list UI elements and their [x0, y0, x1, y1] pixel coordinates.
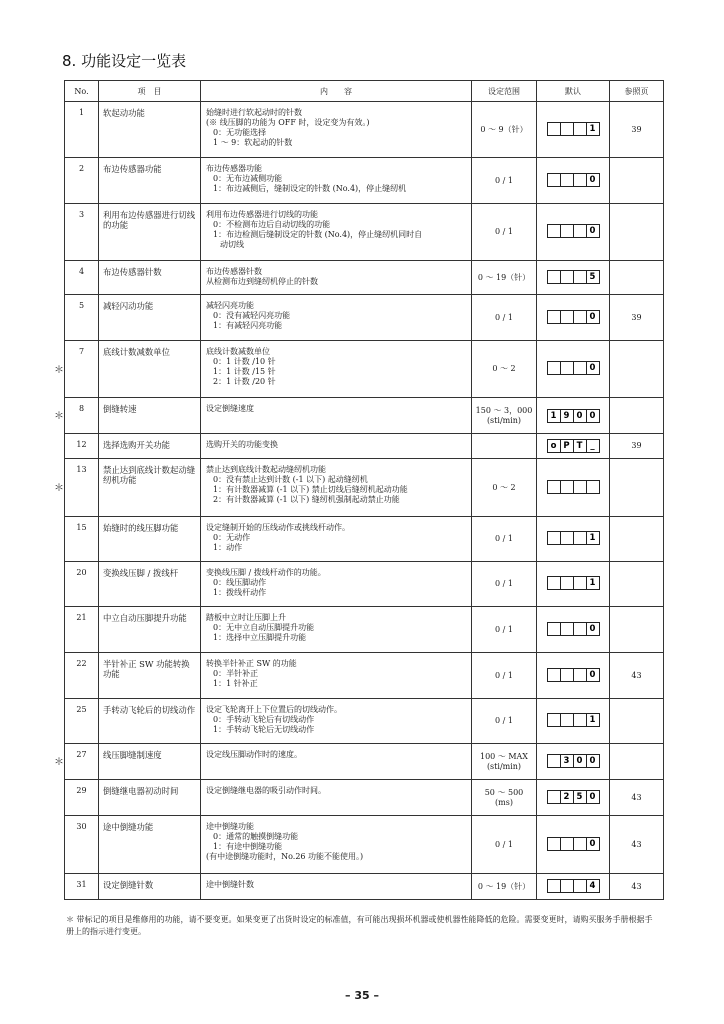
- display-digit: 0: [586, 174, 599, 186]
- description-line: 2：有计数器减算 (-1 以下) 缝纫机强制起动禁止功能: [213, 495, 400, 504]
- display-digit: [560, 174, 573, 186]
- row-description: [201, 102, 472, 158]
- display-digit: [573, 532, 586, 544]
- description-line: 布边传感器功能: [206, 164, 262, 173]
- row-item: 线压脚缝制速度: [99, 744, 201, 780]
- table-row: [65, 607, 664, 653]
- display-digit: 5: [573, 791, 586, 803]
- row-item: 始缝时的线压脚功能: [99, 517, 201, 562]
- description-line: 利用布边传感器进行切线的功能: [206, 210, 318, 219]
- row-default: [537, 816, 610, 874]
- maintenance-star-mark: ＊: [54, 364, 64, 376]
- description-line: 设定飞轮离开上下位置后的切线动作。: [206, 705, 342, 714]
- display-digit: [586, 481, 599, 493]
- table-row: [65, 459, 664, 517]
- default-display: [547, 122, 600, 136]
- row-description: [201, 434, 472, 459]
- table-row: [65, 517, 664, 562]
- row-item: 设定倒缝针数: [99, 874, 201, 900]
- row-ref-page: 43: [610, 874, 664, 900]
- description-line: 0：无中立自动压脚提升功能: [213, 623, 315, 632]
- row-description: [201, 562, 472, 607]
- display-digit: 0: [586, 410, 599, 422]
- default-display: [547, 310, 600, 324]
- row-default: [537, 158, 610, 204]
- display-digit: [560, 362, 573, 374]
- maintenance-star-mark: ＊: [54, 483, 64, 494]
- row-item: 半针补正 SW 功能转换功能: [99, 653, 201, 699]
- row-item: 布边传感器功能: [99, 158, 201, 204]
- row-range: 0 / 1: [472, 204, 537, 261]
- row-range: 0 / 1: [472, 562, 537, 607]
- row-no: 21: [65, 607, 99, 653]
- table-row: [65, 398, 664, 434]
- row-description: [201, 398, 472, 434]
- display-digit: 0: [573, 755, 586, 767]
- description-line: 1：布边减侧后，缝制设定的针数 (No.4)，停止缝纫机: [213, 184, 407, 193]
- display-digit: 9: [560, 410, 573, 422]
- row-range: 0 / 1: [472, 517, 537, 562]
- row-range: 0 ～ 2: [472, 459, 537, 517]
- description-line: 设定倒缝速度: [206, 404, 254, 413]
- display-digit: [548, 481, 560, 493]
- display-digit: [560, 271, 573, 283]
- row-item: 底线计数减数单位: [99, 341, 201, 398]
- row-no: 29: [65, 780, 99, 816]
- display-digit: [560, 311, 573, 323]
- row-item: 选择选购开关功能: [99, 434, 201, 459]
- display-digit: [573, 838, 586, 850]
- row-description: [201, 780, 472, 816]
- row-description: [201, 607, 472, 653]
- description-line: 0：通常的触摸倒缝功能: [213, 832, 299, 841]
- display-digit: [573, 123, 586, 135]
- display-digit: [573, 271, 586, 283]
- display-digit: [548, 838, 560, 850]
- display-digit: [573, 362, 586, 374]
- table-row: [65, 816, 664, 874]
- display-digit: 1: [550, 410, 557, 421]
- description-line: 1：选择中立压脚提升功能: [213, 633, 307, 642]
- row-description: [201, 744, 472, 780]
- row-item: 倒缝转速: [99, 398, 201, 434]
- row-no: 25: [65, 699, 99, 744]
- display-digit: 2: [560, 791, 573, 803]
- row-no: 3: [65, 204, 99, 261]
- row-description: [201, 158, 472, 204]
- row-ref-page: [610, 562, 664, 607]
- description-line: 1：有减轻闪亮功能: [213, 321, 283, 330]
- description-line: 1：1 针补正: [213, 679, 258, 688]
- description-line: 踏板中立时让压脚上升: [206, 613, 286, 622]
- row-item: 软起动功能: [99, 102, 201, 158]
- display-digit: [548, 714, 560, 726]
- row-no: 27: [65, 744, 99, 780]
- display-digit: [548, 174, 560, 186]
- display-digit: [573, 714, 586, 726]
- table-header-row: [65, 81, 664, 102]
- row-range: [472, 434, 537, 459]
- row-ref-page: 43: [610, 653, 664, 699]
- display-digit: P: [560, 440, 573, 452]
- display-digit: 1: [586, 714, 599, 726]
- description-line: 0：没有减轻闪亮功能: [213, 311, 291, 320]
- row-ref-page: 39: [610, 102, 664, 158]
- row-no: 31: [65, 874, 99, 900]
- row-default: [537, 562, 610, 607]
- display-digit: [560, 123, 573, 135]
- row-ref-page: [610, 398, 664, 434]
- row-description: [201, 341, 472, 398]
- row-default: [537, 699, 610, 744]
- default-display: [547, 790, 600, 804]
- table-row: [65, 653, 664, 699]
- description-line: 0：无布边减侧功能: [213, 174, 283, 183]
- row-no: 7: [65, 341, 99, 398]
- default-display: [547, 480, 600, 494]
- row-no: 12: [65, 434, 99, 459]
- header-content: 内 容: [201, 81, 472, 102]
- description-line: 1：布边检测后缝制设定的针数 (No.4)，停止缝纫机同时自: [213, 230, 423, 239]
- description-line: 减轻闪亮功能: [206, 301, 254, 310]
- row-default: [537, 341, 610, 398]
- header-default: 默认: [537, 81, 610, 102]
- table-row: [65, 102, 664, 158]
- display-digit: [560, 225, 573, 237]
- row-no: 22: [65, 653, 99, 699]
- row-ref-page: [610, 607, 664, 653]
- row-no: 15: [65, 517, 99, 562]
- row-ref-page: [610, 158, 664, 204]
- display-digit: [560, 838, 573, 850]
- display-digit: 0: [586, 362, 599, 374]
- display-digit: [548, 271, 560, 283]
- row-range: 0 / 1: [472, 607, 537, 653]
- row-description: [201, 653, 472, 699]
- row-ref-page: 39: [610, 295, 664, 341]
- row-range: 0 ～ 19（针）: [472, 261, 537, 295]
- display-digit: T: [573, 440, 586, 452]
- header-range: 设定范围: [472, 81, 537, 102]
- row-item: 手转动飞轮后的切线动作: [99, 699, 201, 744]
- row-range: 150 ～ 3，000 (sti/min): [472, 398, 537, 434]
- description-line: 底线计数减数单位: [206, 347, 270, 356]
- display-digit: 0: [586, 791, 599, 803]
- description-line: 设定缝制开始的压线动作或挑线杆动作。: [206, 523, 350, 532]
- display-digit: [560, 532, 573, 544]
- description-line: 途中倒缝针数: [206, 880, 254, 889]
- display-digit: 1: [586, 532, 599, 544]
- row-default: [537, 204, 610, 261]
- display-digit: o: [550, 441, 557, 451]
- row-item: 减轻闪动功能: [99, 295, 201, 341]
- display-digit: [573, 311, 586, 323]
- description-line: 2：1 计数 /20 针: [213, 377, 276, 386]
- description-line: 1：有途中倒缝功能: [213, 842, 283, 851]
- display-digit: [573, 481, 586, 493]
- display-digit: [560, 623, 573, 635]
- display-digit: [548, 225, 560, 237]
- header-item: 项 目: [99, 81, 201, 102]
- display-digit: [548, 791, 560, 803]
- row-ref-page: [610, 459, 664, 517]
- description-line: 选购开关的功能变换: [206, 440, 278, 449]
- table-row: [65, 261, 664, 295]
- row-no: 8: [65, 398, 99, 434]
- description-line: 1：拨线杆动作: [213, 588, 267, 597]
- display-digit: [548, 755, 560, 767]
- maintenance-star-mark: ＊: [54, 411, 64, 422]
- display-digit: [560, 880, 573, 892]
- display-digit: [560, 714, 573, 726]
- row-description: [201, 816, 472, 874]
- default-display: [547, 409, 600, 423]
- table-row: [65, 158, 664, 204]
- description-line: 0：无动作: [213, 533, 251, 542]
- row-item: 禁止达到底线计数起动缝纫机功能: [99, 459, 201, 517]
- display-digit: 1: [586, 123, 599, 135]
- default-display: [547, 224, 600, 238]
- description-line: 1：手转动飞轮后无切线动作: [213, 725, 315, 734]
- description-line: 0：线压脚动作: [213, 578, 267, 587]
- display-digit: [548, 669, 560, 681]
- row-ref-page: 43: [610, 780, 664, 816]
- row-ref-page: [610, 341, 664, 398]
- display-digit: 0: [573, 410, 586, 422]
- display-digit: 0: [586, 669, 599, 681]
- row-no: 4: [65, 261, 99, 295]
- description-line: 始缝时进行软起动时的针数: [206, 108, 302, 117]
- row-default: [537, 261, 610, 295]
- header-no: No.: [65, 81, 99, 102]
- display-digit: [548, 311, 560, 323]
- description-line: 0：手转动飞轮后有切线动作: [213, 715, 315, 724]
- row-range: 0 / 1: [472, 295, 537, 341]
- row-ref-page: [610, 261, 664, 295]
- row-item: 布边传感器针数: [99, 261, 201, 295]
- display-digit: 4: [586, 880, 599, 892]
- maintenance-star-mark: ＊: [54, 757, 64, 768]
- display-digit: [548, 880, 560, 892]
- row-range: 0 / 1: [472, 653, 537, 699]
- row-range: 0 / 1: [472, 816, 537, 874]
- row-default: [537, 102, 610, 158]
- description-line: 设定倒缝继电器的吸引动作时间。: [206, 786, 326, 795]
- description-line: 0：半针补正: [213, 669, 259, 678]
- row-item: 变换线压脚 / 拨线杆: [99, 562, 201, 607]
- description-line: 布边传感器针数: [206, 267, 262, 276]
- default-display: [547, 713, 600, 727]
- function-settings-table: [64, 80, 664, 900]
- row-ref-page: [610, 744, 664, 780]
- row-ref-page: [610, 699, 664, 744]
- display-digit: [560, 481, 573, 493]
- row-no: 1: [65, 102, 99, 158]
- display-digit: [548, 123, 560, 135]
- row-ref-page: 43: [610, 816, 664, 874]
- row-default: [537, 295, 610, 341]
- default-display: [547, 361, 600, 375]
- default-display: [547, 879, 600, 893]
- table-row: [65, 744, 664, 780]
- description-line: 禁止达到底线计数起动缝纫机功能: [206, 465, 326, 474]
- footnote: ＊ 带标记的项目是维修用的功能，请不要变更。如果变更了出货时设定的标准值，有可能出现损坏机器或使机器性能降低的危险。需要变更时，请购买服务手册根据手册上的指示进行变更。: [66, 915, 653, 936]
- description-line: 转换半针补正 SW 的功能: [206, 659, 297, 668]
- row-default: [537, 434, 610, 459]
- row-range: 50 ～ 500 (ms): [472, 780, 537, 816]
- description-line: 1：有计数器减算 (-1 以下) 禁止切线后缝纫机起动功能: [213, 485, 408, 494]
- description-line: 0：没有禁止达到计数 (-1 以下) 起动缝纫机: [213, 475, 368, 484]
- row-description: [201, 517, 472, 562]
- row-default: [537, 780, 610, 816]
- display-digit: [548, 362, 560, 374]
- description-line: 1：1 计数 /15 针: [213, 367, 276, 376]
- display-digit: [573, 174, 586, 186]
- row-item: 中立自动压脚提升功能: [99, 607, 201, 653]
- description-line: (有中途倒缝功能时，No.26 功能不能使用。): [206, 852, 364, 861]
- row-description: [201, 295, 472, 341]
- page-number: – 35 –: [345, 989, 379, 1002]
- row-description: [201, 261, 472, 295]
- row-range: 100 ～ MAX (sti/min): [472, 744, 537, 780]
- table-row: [65, 204, 664, 261]
- description-line: 0：无功能选择: [213, 128, 267, 137]
- header-ref: 参照页: [610, 81, 664, 102]
- default-display: [547, 622, 600, 636]
- description-line: 0：不检测布边后自动切线的功能: [213, 220, 331, 229]
- default-display: [547, 837, 600, 851]
- table-row: [65, 780, 664, 816]
- table-row: [65, 341, 664, 398]
- display-digit: 0: [586, 225, 599, 237]
- display-digit: 0: [586, 623, 599, 635]
- display-digit: 3: [560, 755, 573, 767]
- row-item: 途中倒缝功能: [99, 816, 201, 874]
- description-line: 动切线: [220, 240, 244, 249]
- display-digit: 0: [586, 755, 599, 767]
- row-item: 倒缝继电器初动时间: [99, 780, 201, 816]
- row-default: [537, 744, 610, 780]
- description-line: 设定线压脚动作时的速度。: [206, 750, 302, 759]
- row-item: 利用布边传感器进行切线的功能: [99, 204, 201, 261]
- display-digit: 5: [586, 271, 599, 283]
- display-digit: 0: [586, 311, 599, 323]
- display-digit: [548, 623, 560, 635]
- row-ref-page: [610, 204, 664, 261]
- display-digit: [573, 623, 586, 635]
- description-line: (※ 线压脚的功能为 OFF 时，设定变为有效。): [206, 118, 370, 127]
- table-row: [65, 699, 664, 744]
- default-display: [547, 668, 600, 682]
- row-range: 0 ～ 2: [472, 341, 537, 398]
- description-line: 1 ～ 9：软起动的针数: [213, 138, 293, 147]
- table-row: [65, 874, 664, 900]
- row-default: [537, 517, 610, 562]
- default-display: [547, 576, 600, 590]
- row-ref-page: 39: [610, 434, 664, 459]
- display-digit: [573, 577, 586, 589]
- description-line: 途中倒缝功能: [206, 822, 254, 831]
- row-range: 0 / 1: [472, 158, 537, 204]
- row-no: 30: [65, 816, 99, 874]
- description-line: 变换线压脚 / 拨线杆动作的功能。: [206, 568, 326, 577]
- row-range: 0 ～ 9（针）: [472, 102, 537, 158]
- display-digit: [573, 225, 586, 237]
- display-digit: [548, 532, 560, 544]
- row-description: [201, 699, 472, 744]
- table-row: [65, 295, 664, 341]
- row-range: 0 / 1: [472, 699, 537, 744]
- row-description: [201, 874, 472, 900]
- row-default: [537, 874, 610, 900]
- default-display: [547, 270, 600, 284]
- row-description: [201, 459, 472, 517]
- row-default: [537, 459, 610, 517]
- description-line: 0：1 计数 /10 针: [213, 357, 276, 366]
- display-digit: [560, 669, 573, 681]
- display-digit: [548, 577, 560, 589]
- row-no: 2: [65, 158, 99, 204]
- row-default: [537, 398, 610, 434]
- row-default: [537, 653, 610, 699]
- description-line: 1：动作: [213, 543, 243, 552]
- display-digit: [573, 880, 586, 892]
- default-display: [547, 754, 600, 768]
- display-digit: 0: [586, 838, 599, 850]
- default-display: [547, 173, 600, 187]
- row-default: [537, 607, 610, 653]
- page-title: 8. 功能设定一览表: [62, 52, 187, 70]
- table-row: [65, 562, 664, 607]
- row-no: 13: [65, 459, 99, 517]
- description-line: 从检测布边到缝纫机停止的针数: [206, 277, 318, 286]
- row-ref-page: [610, 517, 664, 562]
- display-digit: 1: [586, 577, 599, 589]
- display-digit: _: [586, 440, 599, 452]
- table-row: [65, 434, 664, 459]
- row-no: 20: [65, 562, 99, 607]
- display-digit: [560, 577, 573, 589]
- row-description: [201, 204, 472, 261]
- display-digit: [573, 669, 586, 681]
- default-display: [547, 439, 600, 453]
- row-no: 5: [65, 295, 99, 341]
- row-range: 0 ～ 19（针）: [472, 874, 537, 900]
- default-display: [547, 531, 600, 545]
